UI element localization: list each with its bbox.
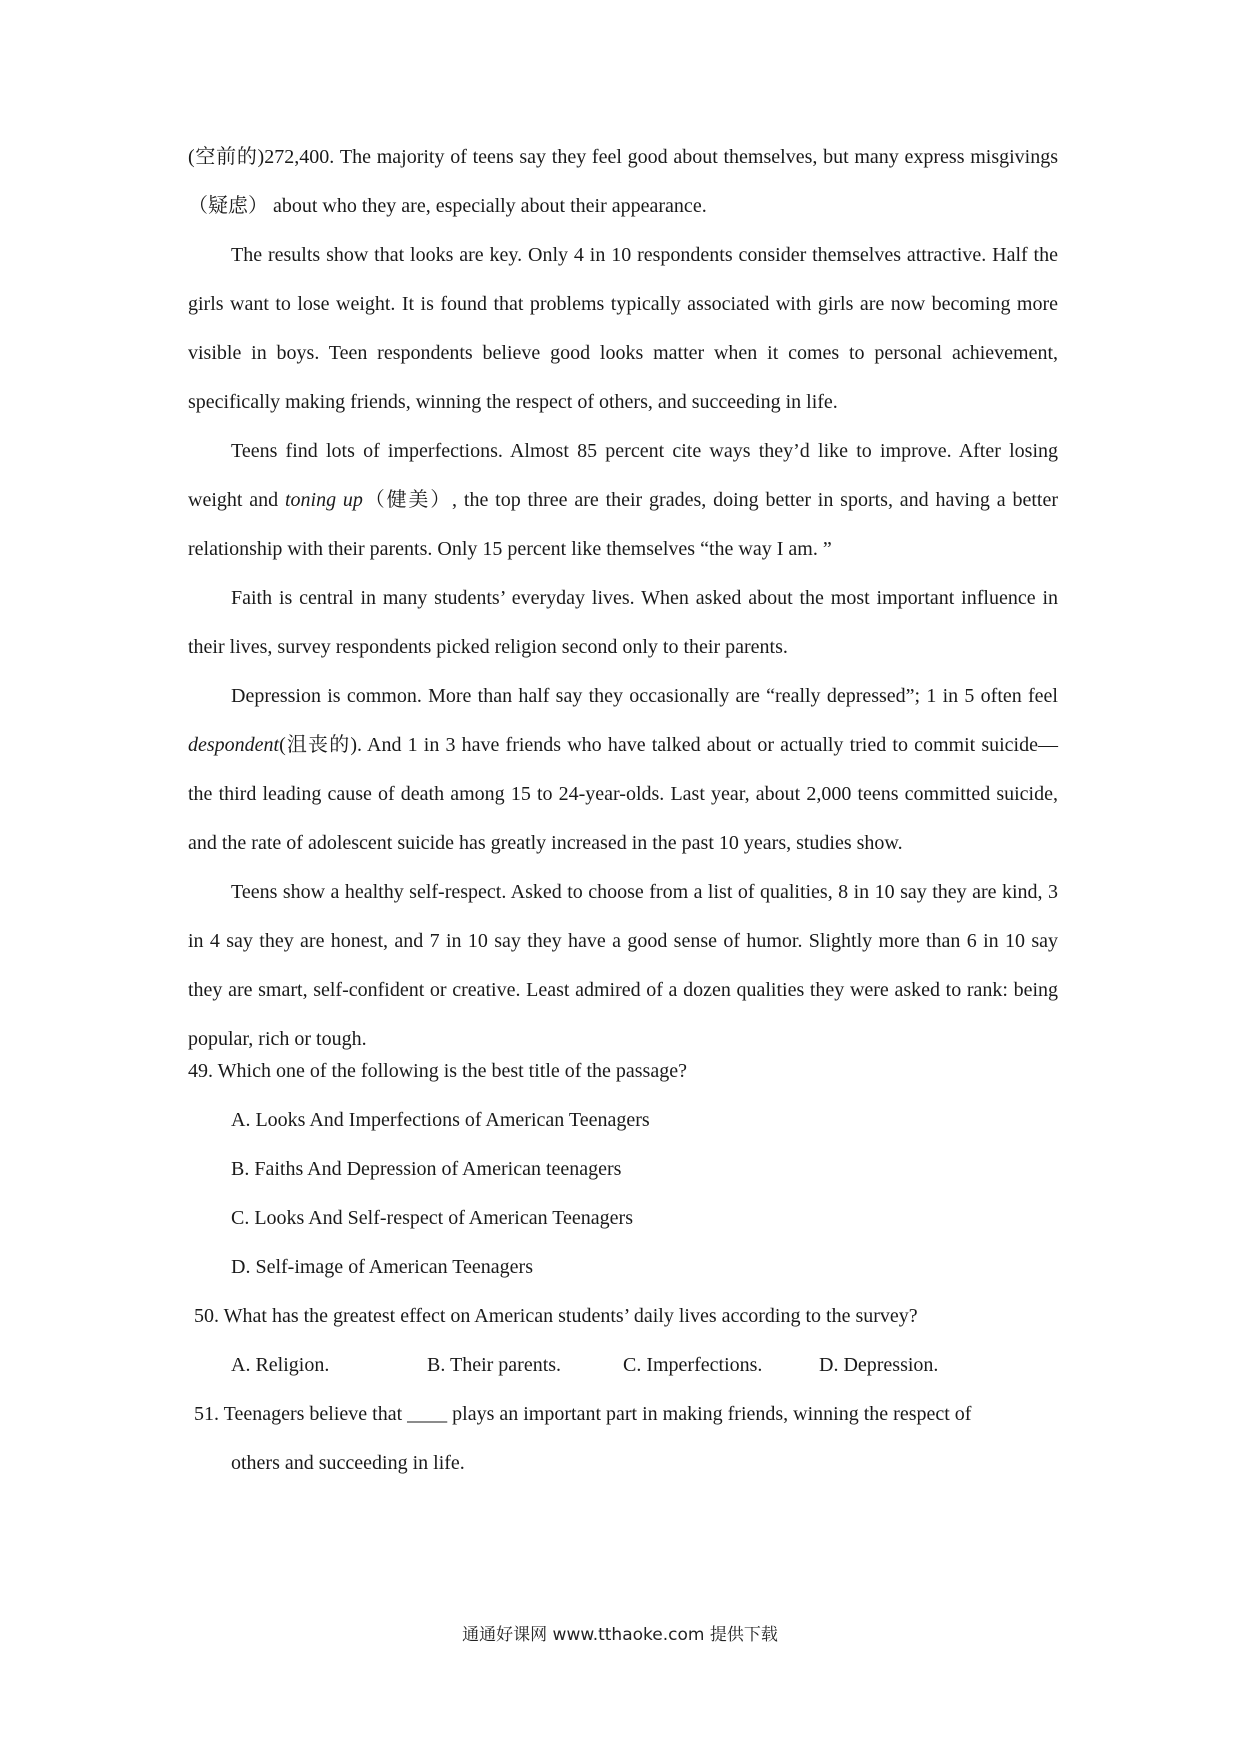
paragraph-imperfections [188, 427, 1058, 574]
paragraph-continuation: (空前的)272,400. The majority of teens say they feel good about themselves, but many express misgivings（疑虑） about who they are, especially about their appearance. [188, 146, 1058, 217]
question-49-option-a: A. Looks And Imperfections of American Teenagers [231, 1109, 650, 1131]
paragraph-depression-part1: Depression is common. More than half say they occasionally are “really depressed”; 1 in 5 often feel [231, 685, 1058, 707]
paragraph-self-respect: Teens show a healthy self-respect. Asked to choose from a list of qualities, 8 in 10 say they are kind, 3 in 4 say they are honest, and 7 in 10 say they have a good sense of humor. Slightly more than 6 in 10 say they are smart, self-confident or creative. Least admired of a dozen qualities they were asked to rank: being popular, rich or tough. [188, 881, 1058, 1050]
page-footer: 通通好课网 www.tthaoke.com 提供下载 [462, 1625, 778, 1645]
questions-section [188, 1047, 1058, 1488]
question-50-options [188, 1341, 1058, 1390]
question-51 [188, 1390, 1058, 1488]
question-49 [188, 1047, 1058, 1292]
paragraph-looks: The results show that looks are key. Only 4 in 10 respondents consider themselves attractive. Half the girls want to lose weight. It is found that problems typically associated with girls are now becoming more visible in boys. Teen respondents believe good looks matter when it comes to personal achievement, specifically making friends, winning the respect of others, and succeeding in life. [188, 244, 1058, 413]
italic-term-toning-up: toning up [284, 489, 363, 511]
paragraph-imperfections-part2: （健美）, the top three are their grades, doing better in sports, and having a better relationship with their parents. Only 15 percent like themselves “the way I am. ” [188, 489, 1058, 560]
paragraph-depression-part2: (沮丧的). And 1 in 3 have friends who have talked about or actually tried to commit suicide—the third leading cause of death among 15 to 24-year-olds. Last year, about 2,000 teens committed suicide, and the rate of adolescent suicide has greatly increased in the past 10 years, studies show. [188, 734, 1058, 854]
question-50-option-d: D. Depression. [819, 1354, 939, 1376]
question-49-option-b: B. Faiths And Depression of American teenagers [231, 1158, 622, 1180]
question-51-stem-line1: 51. Teenagers believe that ____ plays an important part in making friends, winning the respect of [194, 1403, 972, 1425]
paragraph-faith: Faith is central in many students’ everyday lives. When asked about the most important influence in their lives, survey respondents picked religion second only to their parents. [188, 587, 1058, 658]
question-50-option-c: C. Imperfections. [623, 1354, 763, 1376]
question-50-stem: 50. What has the greatest effect on American students’ daily lives according to the survey? [194, 1305, 918, 1327]
passage [188, 133, 1058, 1064]
question-49-option-d: D. Self-image of American Teenagers [231, 1256, 534, 1278]
question-49-option-c: C. Looks And Self-respect of American Teenagers [231, 1207, 634, 1229]
italic-term-despondent: despondent [188, 734, 280, 756]
question-50-option-a: A. Religion. [231, 1354, 330, 1376]
question-51-stem-line2: others and succeeding in life. [231, 1452, 465, 1474]
paragraph-imperfections-part1: Teens find lots of imperfections. Almost 85 percent cite ways they’d like to improve. After losing weight and [188, 440, 1058, 511]
question-50 [188, 1292, 1058, 1390]
paragraph-depression [188, 672, 1058, 868]
question-50-option-b: B. Their parents. [427, 1354, 562, 1376]
question-49-stem: 49. Which one of the following is the best title of the passage? [188, 1060, 687, 1082]
